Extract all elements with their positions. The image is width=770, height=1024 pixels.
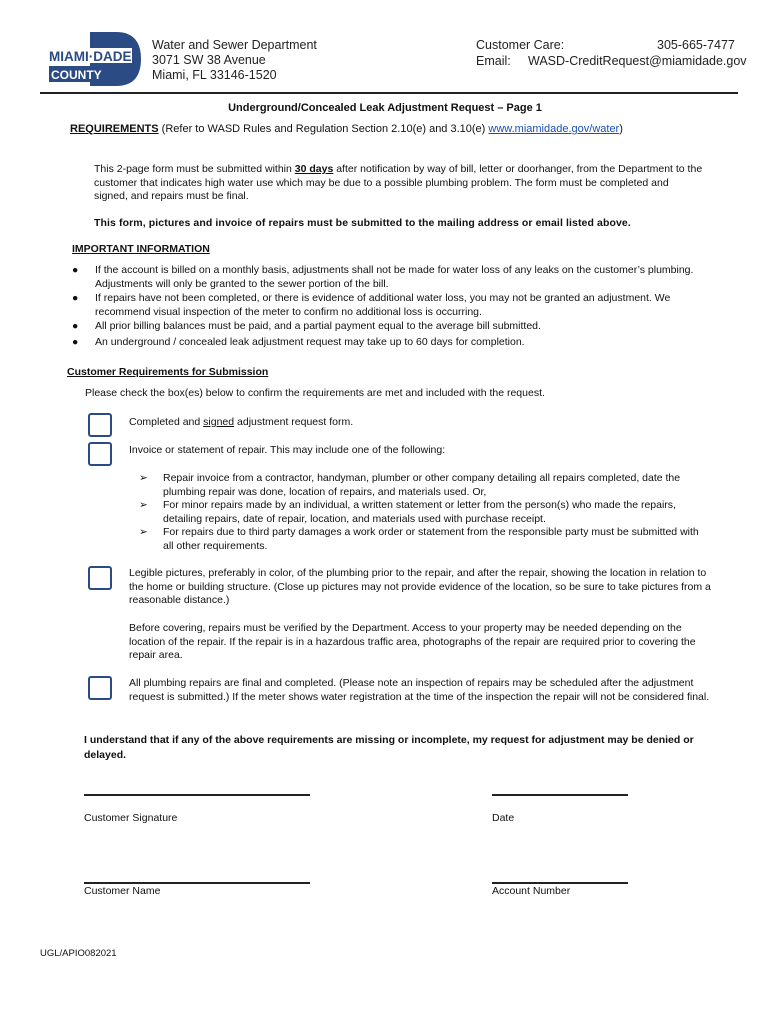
repairs-final-label: All plumbing repairs are final and completed. (Please note an inspection of repairs may be scheduled after the adjustment request is submitted.) If the meter shows water registration at the time of the inspection the repair will not be considered final.	[129, 677, 710, 703]
date-line[interactable]	[492, 794, 628, 796]
important-item: ● If the account is billed on a monthly basis, adjustments shall not be made for water loss of any leaks on the customer’s plumbing. Adjustments will only be granted to the sewer portion of the bill.	[72, 264, 694, 290]
svg-text:MIAMI·DADE: MIAMI·DADE	[49, 49, 132, 64]
signature-line[interactable]	[84, 794, 310, 796]
customer-requirements-heading: Customer Requirements for Submission	[67, 366, 269, 378]
email-label: Email:	[476, 54, 511, 68]
form-code: UGL/APIO082021	[40, 948, 117, 959]
invoice-option: ➢ For repairs due to third party damages a work order or statement from the responsible party must be submitted with all other requirements.	[139, 526, 699, 552]
repairs-final-checkbox[interactable]	[88, 676, 112, 700]
invoice-label: Invoice or statement of repair. This may include one of the following:	[129, 444, 446, 456]
signature-label: Customer Signature	[84, 812, 178, 824]
care-label: Customer Care:	[476, 38, 565, 52]
important-item: ● An underground / concealed leak adjustment request may take up to 60 days for completion.	[72, 336, 525, 348]
dept-city: Miami, FL 33146-1520	[152, 68, 277, 82]
bullet-icon: ●	[72, 320, 79, 332]
dept-name: Water and Sewer Department	[152, 38, 317, 52]
arrow-bullet-icon: ➢	[139, 526, 148, 538]
deadline-emphasis: 30 days	[294, 163, 334, 175]
invoice-option: ➢ For minor repairs made by an individual, a written statement or letter from the person(s) who made the repairs, detailing repairs, date of repair, location, and materials used with purchase receipt.	[139, 499, 676, 525]
account-number-line[interactable]	[492, 882, 628, 884]
header-rule	[40, 92, 738, 94]
signed-form-label: Completed and signed adjustment request form.	[129, 416, 354, 428]
requirements-line: REQUIREMENTS (Refer to WASD Rules and Regulation Section 2.10(e) and 3.10(e) www.miamidade.gov/water)	[70, 123, 623, 135]
bullet-icon: ●	[72, 292, 79, 304]
signed-form-checkbox[interactable]	[88, 413, 112, 437]
invoice-checkbox[interactable]	[88, 442, 112, 466]
department-address	[152, 38, 317, 83]
bullet-icon: ●	[72, 336, 79, 348]
care-phone: 305-665-7477	[657, 38, 735, 52]
account-number-label: Account Number	[492, 885, 571, 897]
arrow-bullet-icon: ➢	[139, 499, 148, 511]
customer-name-line[interactable]	[84, 882, 310, 884]
arrow-bullet-icon: ➢	[139, 472, 148, 484]
miami-dade-logo	[46, 28, 146, 90]
page-title: Underground/Concealed Leak Adjustment Request – Page 1	[228, 102, 542, 114]
customer-name-label: Customer Name	[84, 885, 161, 897]
acknowledgement: I understand that if any of the above requirements are missing or incomplete, my request for adjustment may be denied or delayed.	[84, 734, 694, 761]
important-item: ● All prior billing balances must be paid, and a partial payment equal to the average bill submitted.	[72, 320, 541, 332]
pictures-label: Legible pictures, preferably in color, of the plumbing prior to the repair, and after the repair, showing the location in relation to the home or building structure. (Close up pictures may not provide evidence of the location, so be sure to take pictures from a reasonable distance.)	[129, 567, 711, 606]
invoice-option: ➢ Repair invoice from a contractor, handyman, plumber or other company detailing all repairs completed, date the plumbing repair was done, location of repairs, and materials used. Or,	[139, 472, 681, 498]
svg-text:COUNTY: COUNTY	[51, 68, 102, 82]
dept-street: 3071 SW 38 Avenue	[152, 53, 266, 67]
important-item: ● If repairs have not been completed, or there is evidence of additional water loss, you may not be granted an adjustment. We recommend visual inspection of the meter to confirm no additional loss is occurring.	[72, 292, 671, 318]
verification-note: Before covering, repairs must be verified by the Department. Access to your property may be needed depending on the location of the repair. If the repair is in a hazardous traffic area, photographs of the repair are required prior to covering the repair area.	[129, 622, 696, 661]
requirements-text: (Refer to WASD Rules and Regulation Section 2.10(e) and 3.10(e)	[158, 123, 489, 135]
wasd-link[interactable]: www.miamidade.gov/water	[488, 123, 620, 135]
checkbox-instruction: Please check the box(es) below to confirm the requirements are met and included with the request.	[85, 387, 545, 399]
email-value[interactable]: WASD-CreditRequest@miamidade.gov	[528, 54, 747, 68]
date-label: Date	[492, 812, 515, 824]
pictures-checkbox[interactable]	[88, 566, 112, 590]
important-heading: IMPORTANT INFORMATION	[72, 243, 210, 255]
requirements-label: REQUIREMENTS	[70, 123, 159, 135]
submission-note: This form, pictures and invoice of repairs must be submitted to the mailing address or email listed above.	[94, 217, 631, 229]
intro-paragraph: This 2-page form must be submitted within 30 days after notification by way of bill, letter or doorhanger, from the Department to the customer that indicates high water use which may be due to a possible plumbing problem. The form must be completed and signed, and repairs must be final.	[94, 163, 703, 202]
bullet-icon: ●	[72, 264, 79, 276]
